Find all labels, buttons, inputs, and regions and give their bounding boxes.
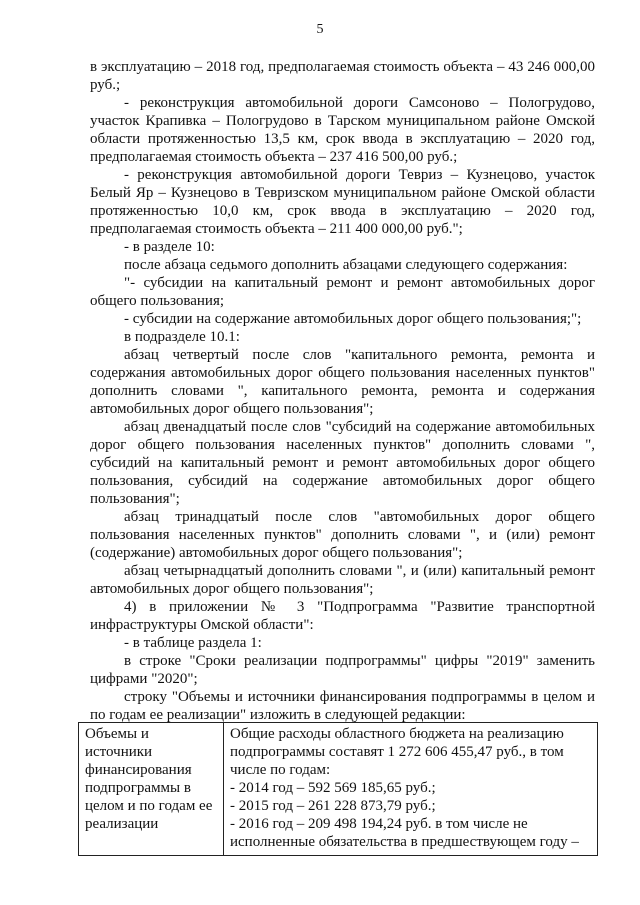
table-value-line: подпрограммы составят 1 272 606 455,47 руб., в том xyxy=(230,744,564,760)
financing-table-wrapper xyxy=(78,722,598,856)
financing-table xyxy=(78,722,598,856)
table-label-cell xyxy=(79,723,224,856)
paragraph: абзац тринадцатый после слов "автомобильных дорог общего пользования населенных пунктов" дополнить словами ", и (или) ремонт (содержание) автомобильных дорог общего пользования"; xyxy=(90,509,595,561)
paragraph: "- субсидии на капитальный ремонт и ремонт автомобильных дорог общего пользования; xyxy=(90,275,595,309)
table-value-cell xyxy=(224,723,598,856)
table-value-line: - 2014 год – 592 569 185,65 руб.; xyxy=(230,780,436,796)
paragraph: абзац четырнадцатый дополнить словами ", и (или) капитальный ремонт автомобильных дорог общего пользования"; xyxy=(90,563,595,597)
table-value-line: исполненные обязательства в предшествующем году – xyxy=(230,834,579,850)
paragraph: - реконструкция автомобильной дороги Самсоново – Пологрудово, участок Крапивка – Пологрудово в Тарском муниципальном районе Омской области протяженностью 13,5 км, срок ввода в эксплуатацию – 2020 год, предполагаемая стоимость объекта – 237 416 500,00 руб.; xyxy=(90,95,595,165)
table-label-line: реализации xyxy=(85,816,159,832)
paragraph: - в таблице раздела 1: xyxy=(124,635,262,651)
paragraph: - реконструкция автомобильной дороги Тевриз – Кузнецово, участок Белый Яр – Кузнецово в Тевризском муниципальном районе Омской области протяженностью 10,0 км, срок ввода в эксплуатацию – 2020 год, предполагаемая стоимость объекта – 211 400 000,00 руб."; xyxy=(90,167,595,237)
paragraph: - субсидии на содержание автомобильных дорог общего пользования;"; xyxy=(124,311,582,327)
table-value-line: - 2015 год – 261 228 873,79 руб.; xyxy=(230,798,436,814)
table-label-line: подпрограммы в xyxy=(85,780,191,796)
paragraph: после абзаца седьмого дополнить абзацами следующего содержания: xyxy=(124,257,568,273)
paragraph: абзац четвертый после слов "капитального ремонта, ремонта и содержания автомобильных дорог общего пользования населенных пунктов" дополнить словами ", капитального ремонта, ремонта и содержания автомобильных дорог общего пользования"; xyxy=(90,347,595,417)
table-label-line: источники xyxy=(85,744,153,760)
document-body xyxy=(90,58,595,724)
paragraph: 4) в приложении № 3 "Подпрограмма "Развитие транспортной инфраструктуры Омской области": xyxy=(90,599,595,633)
table-label-line: Объемы и xyxy=(85,726,149,742)
table-value-line: Общие расходы областного бюджета на реализацию xyxy=(230,726,564,742)
table-label-line: целом и по годам ее xyxy=(85,798,213,814)
paragraph: строку "Объемы и источники финансирования подпрограммы в целом и по годам ее реализации" изложить в следующей редакции: xyxy=(90,689,595,723)
table-value-line: числе по годам: xyxy=(230,762,331,778)
paragraph: в эксплуатацию – 2018 год, предполагаемая стоимость объекта – 43 246 000,00 руб.; xyxy=(90,59,595,93)
paragraph: - в разделе 10: xyxy=(124,239,215,255)
table-value-line: - 2016 год – 209 498 194,24 руб. в том числе не xyxy=(230,816,528,832)
paragraph: в строке "Сроки реализации подпрограммы" цифры "2019" заменить цифрами "2020"; xyxy=(90,653,595,687)
table-row xyxy=(79,723,598,856)
page-number: 5 xyxy=(316,22,324,37)
table-label-line: финансирования xyxy=(85,762,192,778)
paragraph: в подразделе 10.1: xyxy=(124,329,240,345)
paragraph: абзац двенадцатый после слов "субсидий на содержание автомобильных дорог общего пользования населенных пунктов" дополнить словами ", субсидий на капитальный ремонт и ремонт автомобильных дорог общего пользования, субсидий на содержание автомобильных дорог общего пользования"; xyxy=(90,419,595,507)
